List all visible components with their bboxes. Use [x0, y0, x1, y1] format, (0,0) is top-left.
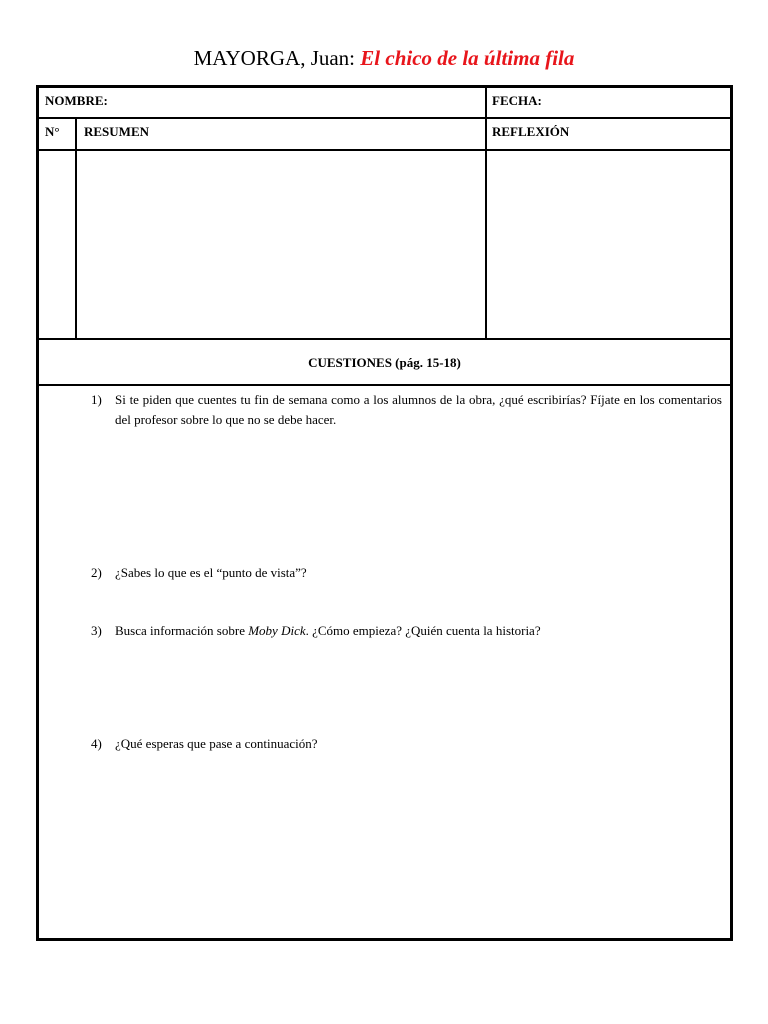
question-text: Si te piden que cuentes tu fin de semana como a los alumnos de la obra, ¿qué escribirías? Fíjate en los comentarios del profesor sobre lo que no se debe hacer. — [115, 392, 722, 427]
question-text-end: . ¿Cómo empieza? ¿Quién cuenta la historia? — [305, 623, 541, 638]
row-divider-columns — [39, 149, 730, 151]
questions-section-title: CUESTIONES (pág. 15-18) — [308, 355, 461, 370]
column-reflection-header: REFLEXIÓN — [492, 124, 570, 139]
column-divider-number — [75, 117, 77, 340]
title-author: MAYORGA, Juan: — [193, 46, 361, 70]
question-item — [91, 390, 722, 430]
question-number: 2) — [91, 565, 102, 580]
column-summary-header: RESUMEN — [84, 124, 150, 139]
row-divider-questions — [39, 384, 730, 386]
name-label: NOMBRE: — [45, 93, 108, 108]
question-number: 3) — [91, 623, 102, 638]
question-item — [91, 734, 722, 754]
worksheet-table — [36, 85, 733, 941]
book-title-moby-dick: Moby Dick — [248, 623, 306, 638]
column-divider-right — [485, 88, 487, 340]
question-text: ¿Qué esperas que pase a continuación? — [115, 736, 318, 751]
question-text: ¿Sabes lo que es el “punto de vista”? — [115, 565, 307, 580]
question-text — [115, 621, 722, 641]
title-work: El chico de la última fila — [360, 46, 575, 70]
date-label: FECHA: — [492, 93, 542, 108]
row-divider-header — [39, 117, 730, 119]
question-item — [91, 621, 722, 641]
question-number: 1) — [91, 392, 102, 407]
question-number: 4) — [91, 736, 102, 751]
question-text-start: Busca información sobre — [115, 623, 249, 638]
row-divider-section — [39, 338, 730, 340]
document-title — [0, 44, 768, 72]
question-item — [91, 563, 722, 583]
column-number-header: N° — [45, 124, 60, 139]
